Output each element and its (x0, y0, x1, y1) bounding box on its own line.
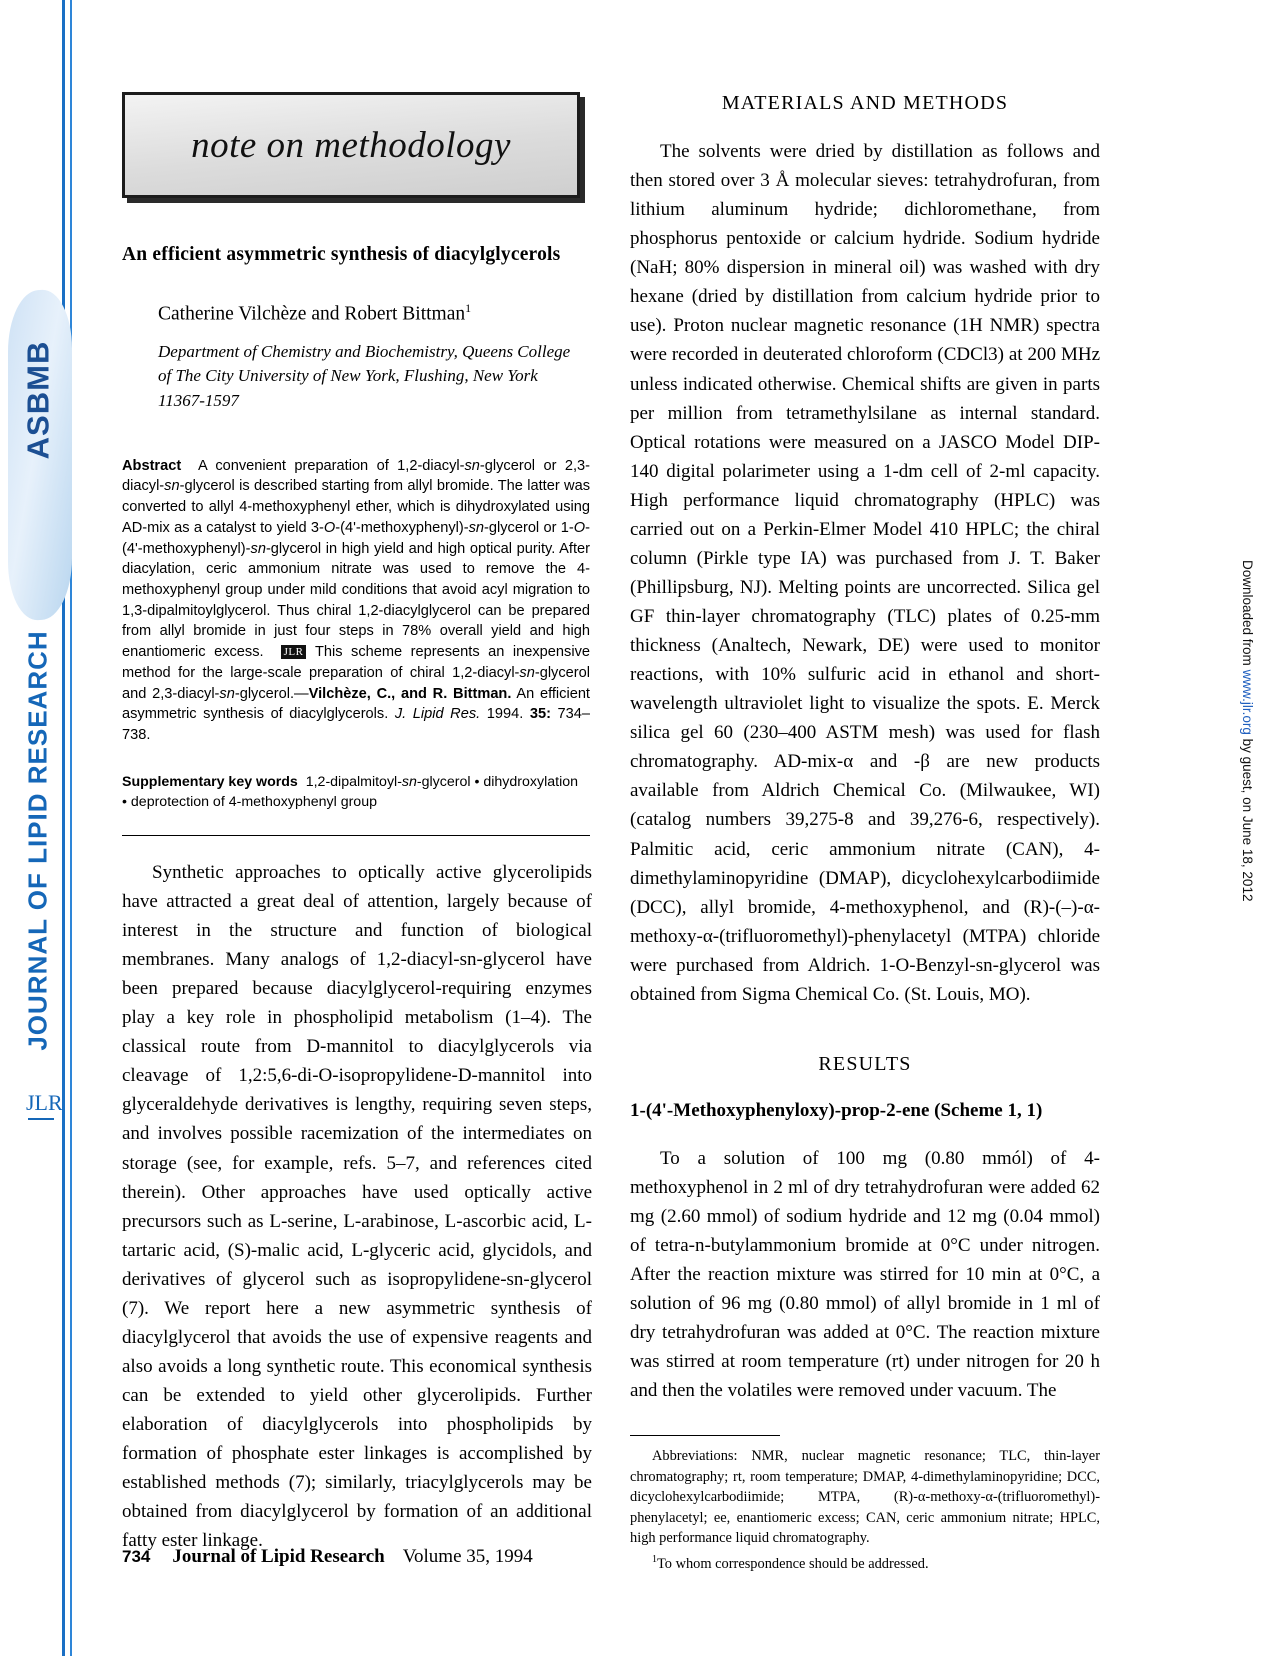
subsection-heading-compound-1: 1-(4'-Methoxyphenyloxy)-prop-2-ene (Scheme 1, 1) (630, 1099, 1043, 1121)
left-column (122, 92, 592, 1555)
introduction-paragraph: Synthetic approaches to optically active glycerolipids have attracted a great deal of attention, largely because of interest in the structure and function of biological membranes. Many analogs of 1,2-diacyl-sn-glycerol have been prepared because diacylglycerol-requiring enzymes play a key role in phospholipid metabolism (1–4). The classical route from D-mannitol to diacylglycerols via cleavage of 1,2:5,6-di-O-isopropylidene-D-mannitol into glyceraldehyde derivatives is lengthy, requiring seven steps, and involves possible racemization of the intermediates on storage (see, for example, refs. 5–7, and references cited therein). Other approaches have used optically active precursors such as L-serine, L-arabinose, L-ascorbic acid, L-tartaric acid, (S)-malic acid, L-glyceric acid, glycidols, and derivatives of glycerol such as isopropylidene-sn-glycerol (7). We report here a new asymmetric synthesis of diacylglycerol that avoids the use of expensive reagents and also avoids a long synthetic route. This economical synthesis can be extended to yield other glycerolipids. Further elaboration of diacylglycerols into phospholipids by formation of phosphate ester linkages is accomplished by established methods (7); similarly, triacylglycerols may be obtained from diacylglycerol by formation of an additional fatty ester linkage. (122, 861, 592, 1552)
keywords-label: Supplementary key words (122, 773, 298, 790)
keywords-sn: sn (401, 773, 417, 790)
abstract-citation-title: An efficient asymmetric synthesis of diacylglycerols. (122, 685, 590, 723)
footer-volume: Volume 35, 1994 (402, 1546, 533, 1567)
footnote-correspondence-text: To whom correspondence should be addressed. (657, 1555, 929, 1572)
abstract (122, 456, 590, 746)
journal-url-link[interactable]: www.jlr.org (1240, 669, 1255, 735)
section-heading-materials: MATERIALS AND METHODS (721, 92, 1009, 114)
author-list (158, 301, 592, 326)
abstract-sn-1: sn (464, 457, 480, 474)
jlr-mark-label: JLR (26, 1090, 63, 1115)
abstract-text-1: A convenient preparation of 1,2-diacyl- (198, 457, 465, 474)
abstract-text-10: -glycerol.— (234, 685, 309, 702)
keywords-text-2: -glycerol • dihydroxylation (416, 773, 579, 790)
abstract-text-8: This scheme represents an inexpensive method for the large-scale preparation of chiral 1,2-diacyl- (122, 644, 590, 681)
page-number: 734 (122, 1547, 151, 1566)
download-watermark-prefix: Downloaded from (1240, 560, 1255, 670)
asbmb-logo (8, 300, 68, 500)
rail-accent-line-secondary (70, 0, 72, 1656)
publisher-rail (0, 0, 96, 1656)
journal-name-vertical (10, 560, 66, 1120)
author-note-marker: 1 (465, 301, 472, 316)
results-paragraph: To a solution of 100 mg (0.80 mmól) of 4-methoxyphenol in 2 ml of dry tetrahydrofuran were added 62 mg (2.60 mmol) of sodium hydride and 12 mg (0.04 mmol) of tetra-n-butylammonium bromide at 0°C under nitrogen. After the reaction mixture was stirred for 10 min at 0°C, a solution of 96 mg (0.80 mmol) of allyl bromide in 1 ml of dry tetrahydrofuran was added at 0°C. The reaction mixture was stirred at room temperature (rt) under nitrogen for 20 h and then the volatiles were removed under vacuum. The (630, 1147, 1100, 1402)
footnote-abbreviations: Abbreviations: NMR, nuclear magnetic resonance; TLC, thin-layer chromatography; rt, room temperature; DMAP, 4-dimethylaminopyridine; DCC, dicyclohexylcarbodiimide; MTPA, (R)-α-methoxy-α-(trifluoromethyl)-phenylacetyl; ee, enantiomeric excess; CAN, ceric ammonium nitrate; HPLC, high performance liquid chromatography. (630, 1448, 1100, 1547)
download-watermark (1235, 560, 1263, 1260)
page-footer (122, 1546, 533, 1568)
abstract-sn-4: sn (250, 540, 266, 557)
section-heading-results: RESULTS (818, 1052, 912, 1075)
abstract-citation-authors: Vilchèze, C., and R. Bittman. (308, 685, 512, 702)
abstract-text-4: -(4'-methoxyphenyl)- (335, 519, 469, 536)
jlr-mark-rule (28, 1118, 54, 1120)
abstract-sn-2: sn (164, 478, 180, 495)
abstract-text-7: -glycerol in high yield and high optical purity. After diacylation, ceric ammonium nitrate was used to remove the 4-methoxyphenyl group under mild conditions that avoid acyl migration to 1,3-dipalmitoylglycerol. Thus chiral 1,2-diacylglycerol can be prepared from allyl bromide in just four steps in 78% overall yield and high enantiomeric excess. (122, 540, 590, 661)
asbmb-logo-label: ASBMB (20, 340, 56, 460)
abstract-o-2: O (573, 519, 586, 536)
affiliation: Department of Chemistry and Biochemistry, Queens College of The City University of New York, Flushing, New York 11367-1597 (158, 341, 571, 411)
abstract-text-9: -glycerol and 2,3-diacyl- (122, 664, 590, 702)
abstract-citation-pages: 734–738. (122, 706, 590, 744)
right-column (630, 92, 1100, 1574)
footnotes (630, 1446, 1100, 1574)
jlr-badge-icon: JLR (281, 645, 307, 659)
section-masthead-box (122, 92, 580, 198)
keywords (122, 772, 590, 813)
download-watermark-suffix: by guest, on June 18, 2012 (1240, 734, 1255, 902)
keywords-text-1: 1,2-dipalmitoyl- (305, 773, 402, 790)
footnote-correspondence (630, 1553, 1100, 1574)
author-list-names: Catherine Vilchèze and Robert Bittman (158, 303, 466, 325)
abstract-sn-6: sn (219, 685, 235, 702)
abstract-citation-journal: J. Lipid Res. (394, 706, 481, 723)
abstract-text-2: -glycerol or 2,3-diacyl- (122, 457, 590, 495)
abstract-text-3: -glycerol is described starting from allyl bromide. The latter was converted to allyl 4-methoxyphenyl ether, which is dihydroxylated using AD-mix as a catalyst to yield 3- (122, 478, 590, 536)
section-masthead-label: note on methodology (191, 124, 511, 166)
abstract-label: Abstract (122, 457, 182, 474)
footnote-marker: 1 (652, 1553, 657, 1565)
materials-paragraph: The solvents were dried by distillation as follows and then stored over 3 Å molecular sieves: tetrahydrofuran, from lithium aluminum hydride; dichloromethane, from phosphorus pentoxide or calcium hydride. Sodium hydride (NaH; 80% dispersion in mineral oil) was washed with dry hexane (dried by distillation from calcium hydride prior to use). Proton nuclear magnetic resonance (1H NMR) spectra were recorded in deuterated chloroform (CDCl3) at 200 MHz unless indicated otherwise. Chemical shifts are given in parts per million from tetramethylsilane as internal standard. Optical rotations were measured on a JASCO Model DIP-140 digital polarimeter using a 1-dm cell of 2-ml capacity. High performance liquid chromatography (HPLC) was carried out on a Perkin-Elmer Model 410 HPLC; the chiral column (Pirkle type IA) was purchased from J. T. Baker (Phillipsburg, NJ). Melting points are uncorrected. Silica gel GF thin-layer chromatography (TLC) plates of 0.25-mm thickness (Analtech, Newark, DE) were used to monitor reactions, with 10% sulfuric acid in ethanol and short-wavelength ultraviolet light to visualize the spots. E. Merck silica gel 60 (230–400 ASTM mesh) was used for flash chromatography. AD-mix-α and -β are new products available from Aldrich Chemical Co. (Milwaukee, WI) (catalog numbers 39,275-8 and 39,276-6, respectively). Palmitic acid, ceric ammonium nitrate (CAN), 4-dimethylaminopyridine (DMAP), dicyclohexylcarbodiimide (DCC), allyl bromide, 4-methoxyphenol, and (R)-(–)-α-methoxy-α-(trifluoromethyl)-phenylacetyl (MTPA) chloride were purchased from Aldrich. 1-O-Benzyl-sn-glycerol was obtained from Sigma Chemical Co. (St. Louis, MO). (630, 141, 1100, 1005)
journal-name-vertical-label: JOURNAL OF LIPID RESEARCH (22, 629, 53, 1051)
footer-journal-name: Journal of Lipid Research (172, 1546, 385, 1567)
abstract-sn-3: sn (468, 519, 485, 536)
footnote-divider (630, 1435, 780, 1436)
keywords-text-3: • deprotection of 4-methoxyphenyl group (122, 794, 377, 811)
abstract-citation-year: 1994. (480, 706, 530, 723)
page-title: An efficient asymmetric synthesis of diacylglycerols (122, 244, 561, 265)
abstract-sn-5: sn (519, 664, 535, 681)
abstract-text-6: -(4'-methoxyphenyl)- (122, 519, 590, 557)
abstract-o-1: O (323, 519, 336, 536)
divider (122, 835, 590, 836)
abstract-citation-volume: 35: (529, 706, 551, 723)
jlr-mark-icon (26, 1090, 63, 1120)
abstract-text-5: -glycerol or 1- (484, 519, 574, 536)
